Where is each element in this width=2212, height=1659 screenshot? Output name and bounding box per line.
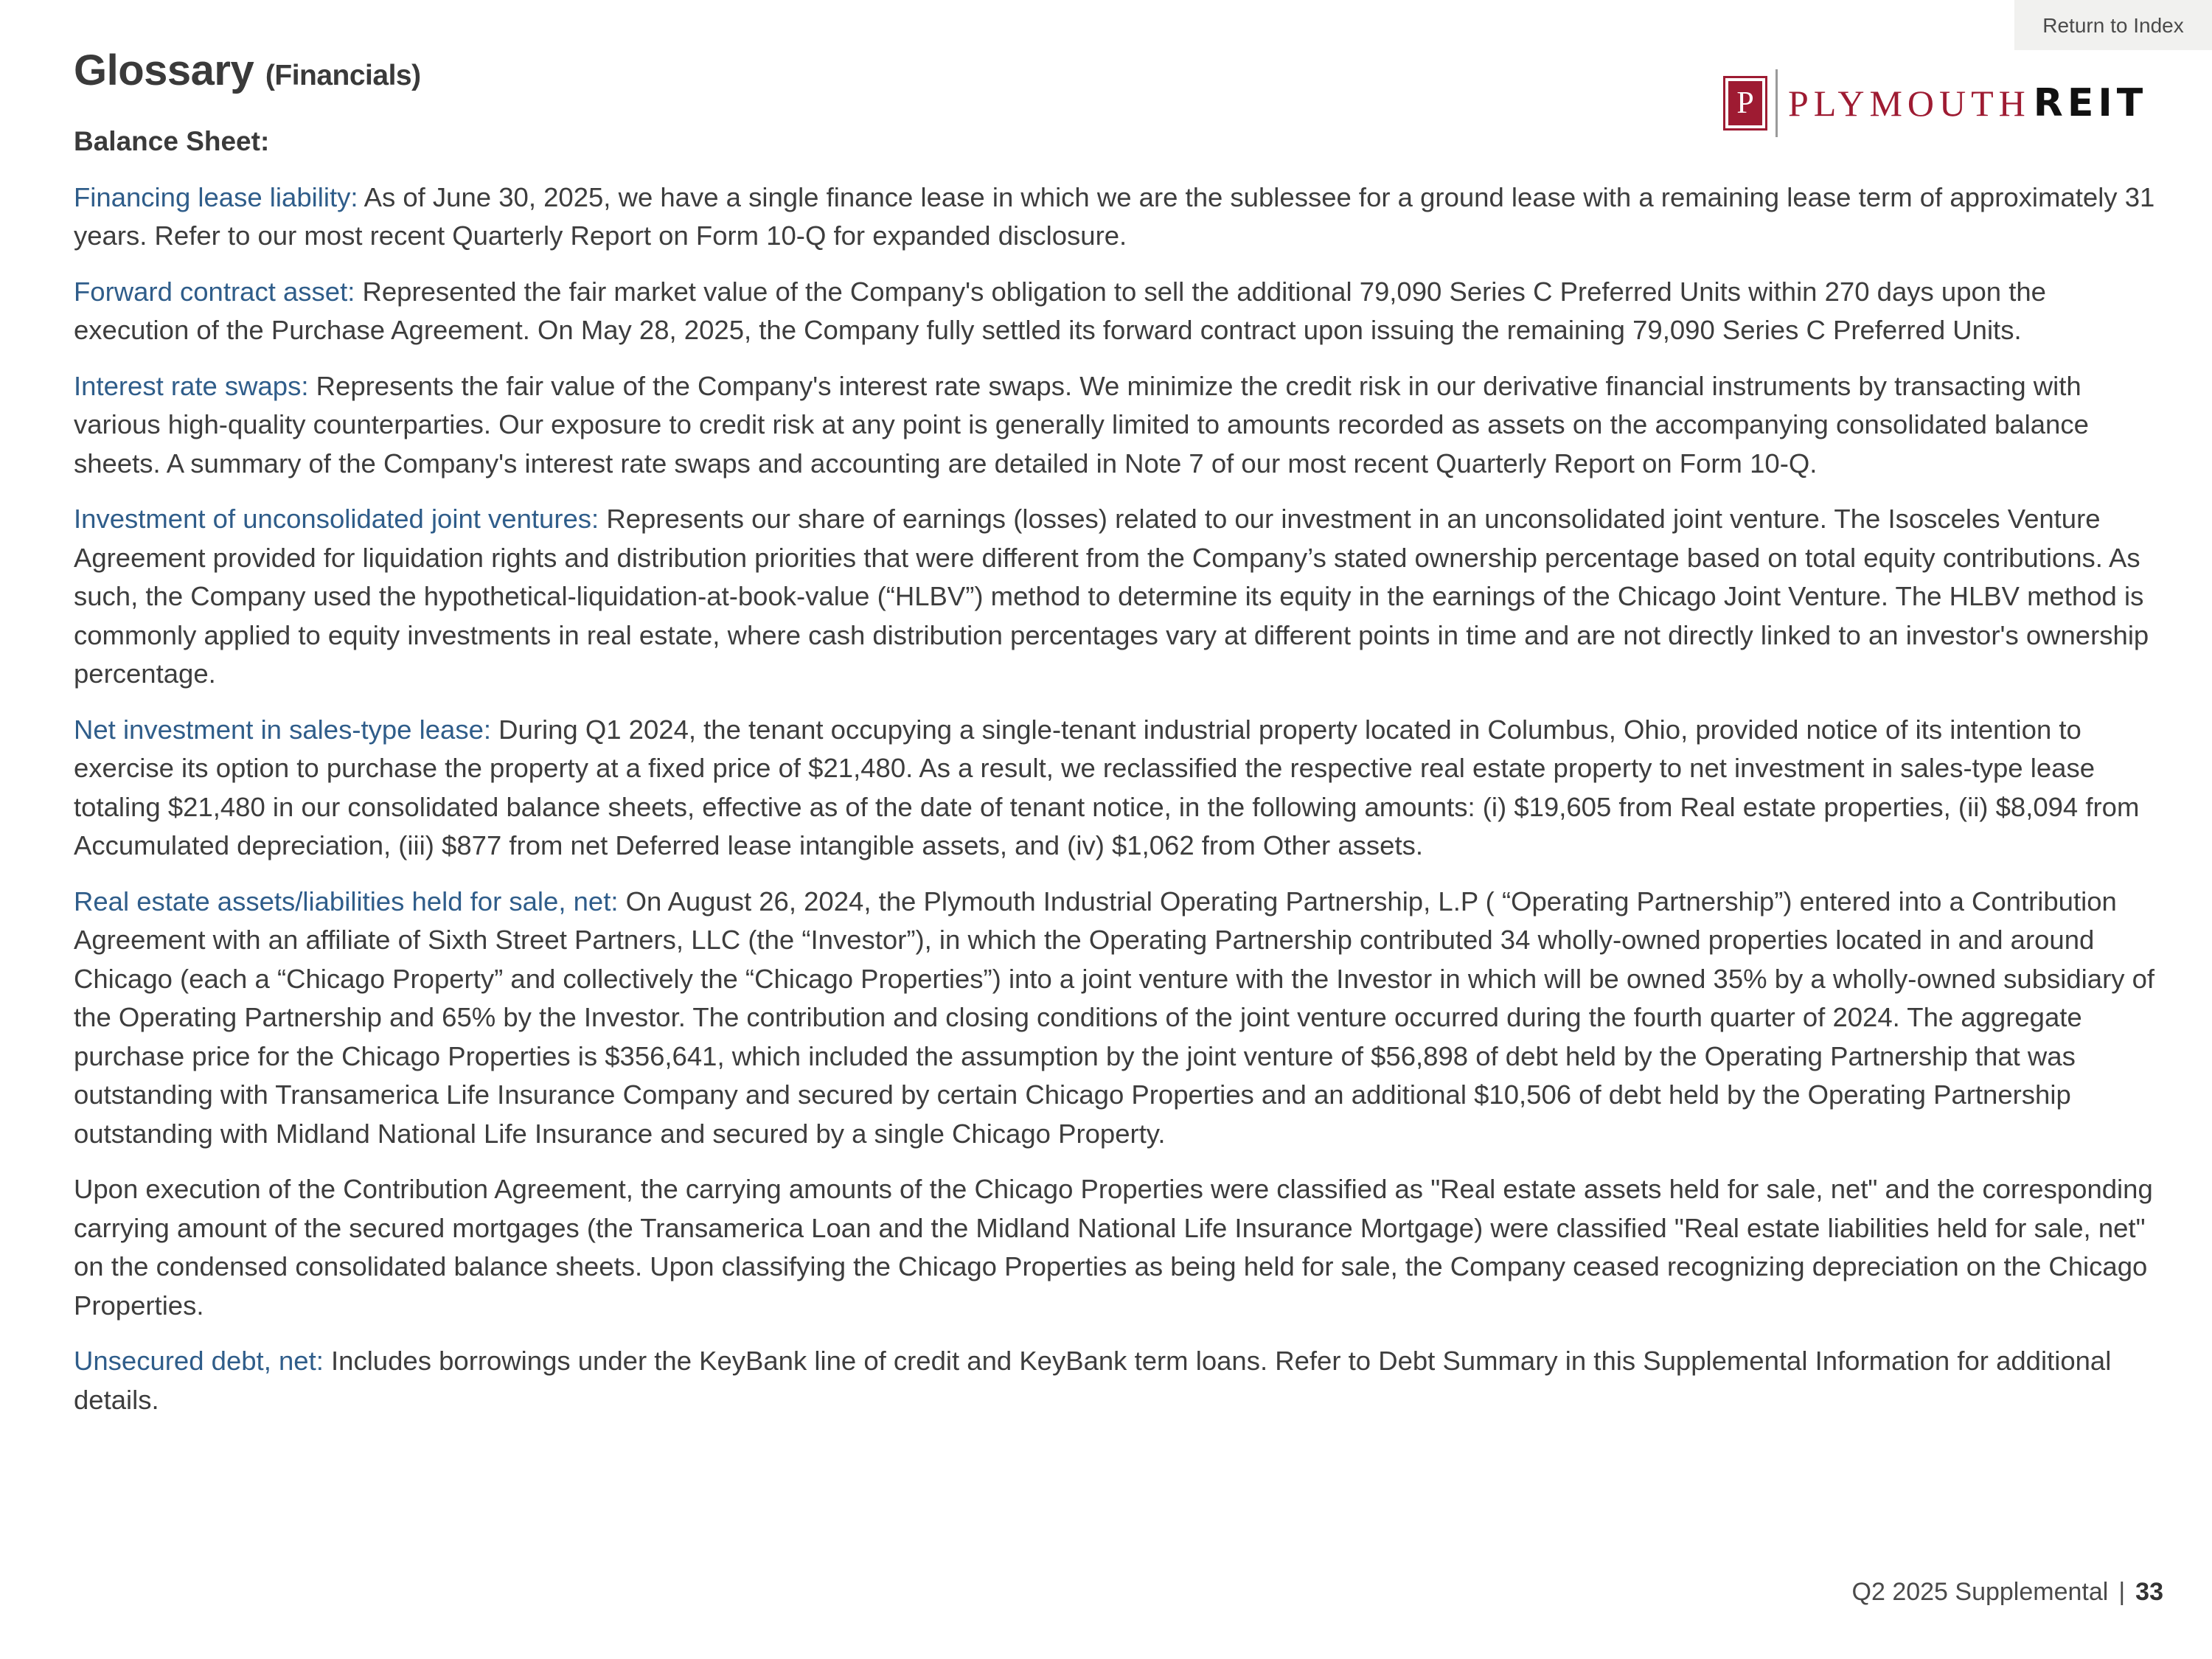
logo-wordmark: PLYMOUTH bbox=[1788, 83, 2031, 124]
glossary-term: Forward contract asset: bbox=[74, 276, 355, 307]
page-footer bbox=[1852, 1578, 2163, 1607]
title-main: Glossary bbox=[74, 46, 254, 94]
glossary-term: Real estate assets/liabilities held for sale, net: bbox=[74, 886, 619, 917]
glossary-term: Interest rate swaps: bbox=[74, 370, 309, 401]
glossary-entry bbox=[74, 178, 2160, 256]
logo-mark-icon: P bbox=[1728, 81, 1762, 125]
page-number: 33 bbox=[2135, 1578, 2163, 1606]
glossary-definition: On August 26, 2024, the Plymouth Industrial Operating Partnership, L.P ( “Operating Partnership”) entered into a Contribution Agreement with an affiliate of Sixth Street Partners, LLC (the “Investor”), in which the Operating Partnership contributed 34 wholly-owned properties located in and around Chicago (each a “Chicago Property” and collectively the “Chicago Properties”) into a joint venture with the Investor in which will be owned 35% by a wholly-owned subsidiary of the Operating Partnership and 65% by the Investor. The contribution and closing conditions of the joint venture occurred during the fourth quarter of 2024. The aggregate purchase price for the Chicago Properties is $356,641, which included the assumption by the joint venture of $56,898 of debt held by the Operating Partnership that was outstanding with Transamerica Life Insurance Company and secured by certain Chicago Properties and an additional $10,506 of debt held by the Operating Partnership outstanding with Midland National Life Insurance and secured by a single Chicago Property. bbox=[74, 886, 2155, 1149]
footer-separator: | bbox=[2118, 1578, 2126, 1606]
glossary-definition: Represents the fair value of the Company's interest rate swaps. We minimize the credit risk in our derivative financial instruments by transacting with various high-quality counterparties. Our exposure to credit risk at any point is generally limited to amounts recorded as assets on the accompanying consolidated balance sheets. A summary of the Company's interest rate swaps and accounting are detailed in Note 7 of our most recent Quarterly Report on Form 10-Q. bbox=[74, 370, 2089, 479]
glossary-entry bbox=[74, 1342, 2160, 1419]
glossary-entry bbox=[74, 500, 2160, 694]
glossary-definition: During Q1 2024, the tenant occupying a single-tenant industrial property located in Columbus, Ohio, provided notice of its intention to exercise its option to purchase the property at a fixed price of $21,480. As a result, we reclassified the respective real estate property to net investment in sales-type lease totaling $21,480 in our consolidated balance sheets, effective as of the date of tenant notice, in the following amounts: (i) $19,605 from Real estate properties, (ii) $8,094 from Accumulated depreciation, (iii) $877 from net Deferred lease intangible assets, and (iv) $1,062 from Other assets. bbox=[74, 714, 2140, 860]
section-heading: Balance Sheet: bbox=[74, 126, 270, 156]
footer-label: Q2 2025 Supplemental bbox=[1851, 1578, 2109, 1606]
glossary-term: Net investment in sales-type lease: bbox=[74, 714, 492, 745]
glossary-definition: As of June 30, 2025, we have a single finance lease in which we are the sublessee for a ground lease with a remaining lease term of approximately 31 years. Refer to our most recent Quarterly Report on Form 10-Q for expanded disclosure. bbox=[74, 181, 2155, 251]
glossary-term: Financing lease liability: bbox=[74, 181, 358, 212]
glossary-entry-continued bbox=[74, 1170, 2160, 1325]
glossary-entry bbox=[74, 883, 2160, 1154]
return-to-index-button[interactable]: Return to Index bbox=[2014, 0, 2212, 50]
glossary-entry bbox=[74, 273, 2160, 350]
glossary-content bbox=[74, 122, 2160, 1436]
glossary-definition: Represents our share of earnings (losses) related to our investment in an unconsolidated joint venture. The Isosceles Venture Agreement provided for liquidation rights and distribution priorities that were different from the Company’s stated ownership percentage based on total equity contributions. As such, the Company used the hypothetical-liquidation-at-book-value (“HLBV”) method to determine its equity in the earnings of the Chicago Joint Venture. The HLBV method is commonly applied to equity investments in real estate, where cash distribution percentages vary at different points in time and are not directly linked to an investor's ownership percentage. bbox=[74, 504, 2149, 689]
title-subtitle: (Financials) bbox=[265, 60, 421, 91]
glossary-term: Unsecured debt, net: bbox=[74, 1346, 324, 1376]
glossary-entry bbox=[74, 367, 2160, 484]
glossary-definition: Upon execution of the Contribution Agreement, the carrying amounts of the Chicago Properties were classified as "Real estate assets held for sale, net" and the corresponding carrying amount of the secured mortgages (the Transamerica Loan and the Midland National Life Insurance Mortgage) were classified "Real estate liabilities held for sale, net" on the condensed consolidated balance sheets. Upon classifying the Chicago Properties as being held for sale, the Company ceased recognizing depreciation on the Chicago Properties. bbox=[74, 1174, 2153, 1321]
glossary-entry bbox=[74, 711, 2160, 866]
logo-reit-text: REIT bbox=[2033, 81, 2148, 125]
glossary-definition: Includes borrowings under the KeyBank line of credit and KeyBank term loans. Refer to Debt Summary in this Supplemental Information for additional details. bbox=[74, 1346, 2112, 1415]
glossary-term: Investment of unconsolidated joint ventures: bbox=[74, 504, 599, 534]
glossary-definition: Represented the fair market value of the Company's obligation to sell the additional 79,090 Series C Preferred Units within 270 days upon the execution of the Purchase Agreement. On May 28, 2025, the Company fully settled its forward contract upon issuing the remaining 79,090 Series C Preferred Units. bbox=[74, 276, 2046, 345]
page-title bbox=[74, 46, 421, 95]
